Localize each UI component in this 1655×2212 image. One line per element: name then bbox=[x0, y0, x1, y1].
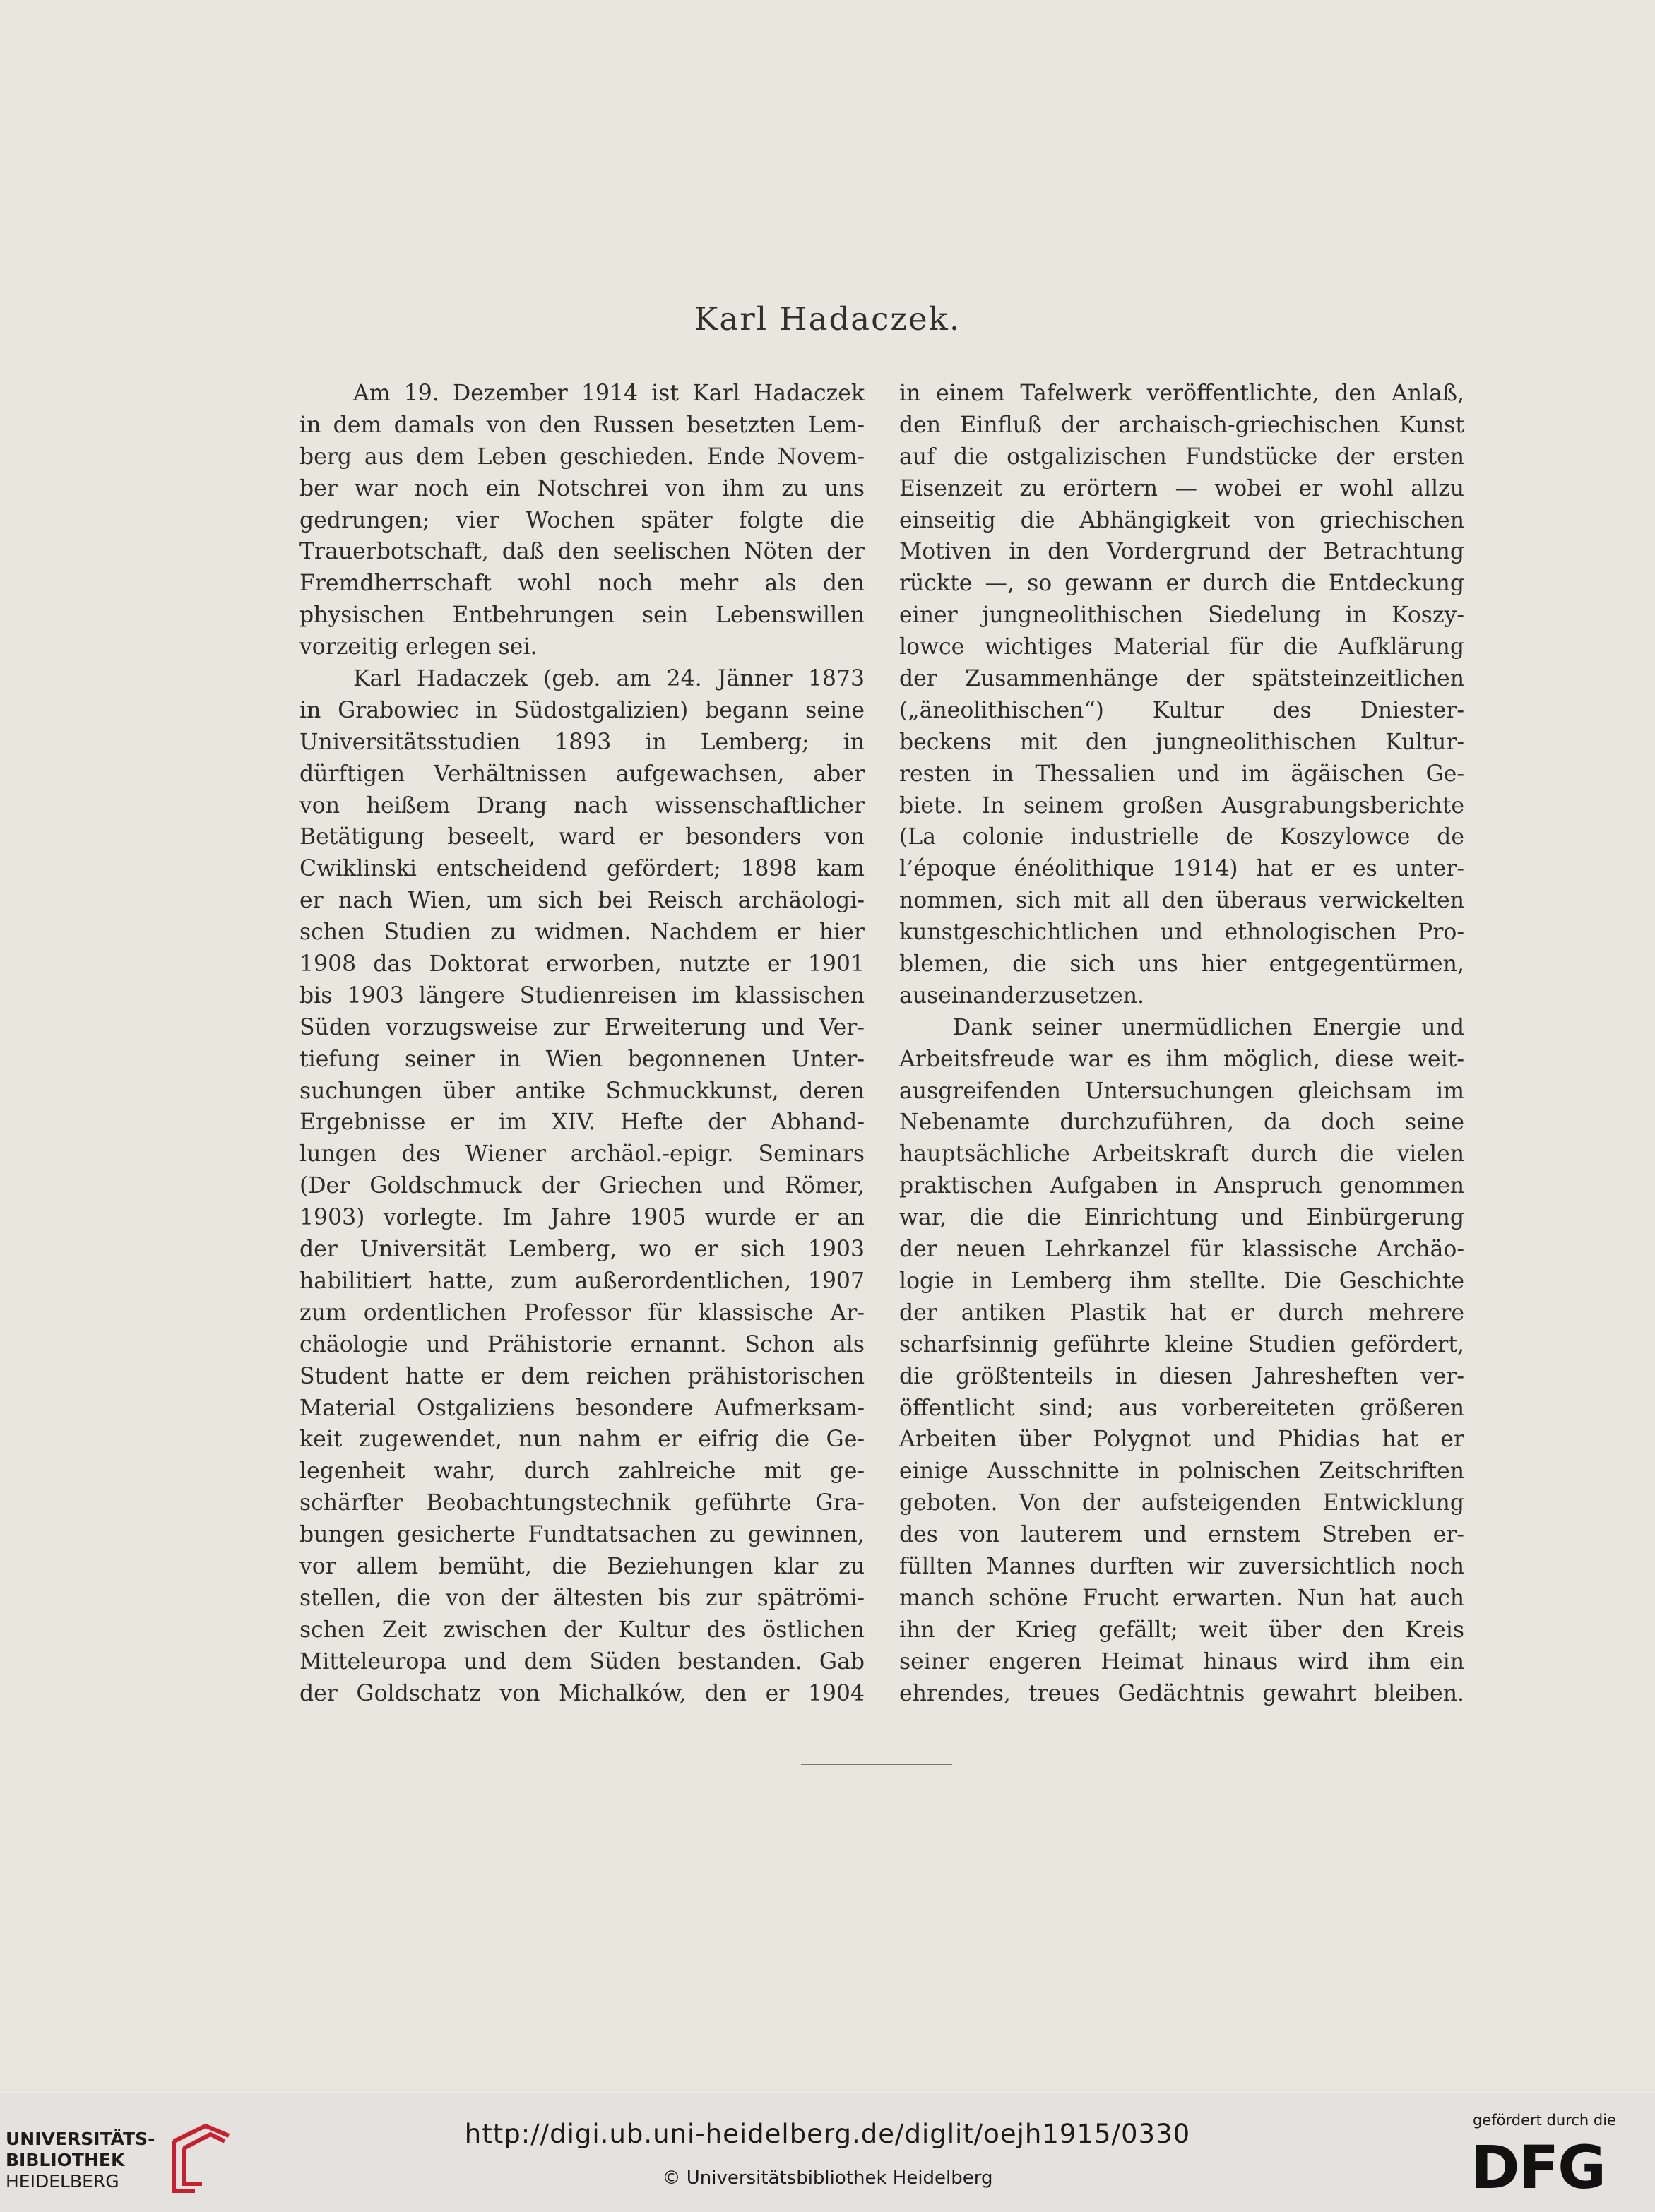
text-line: ehrendes, treues Gedächtnis gewahrt bleiben. bbox=[899, 1680, 1464, 1706]
text-line: von heißem Drang nach wissenschaftlicher bbox=[299, 792, 865, 819]
text-line: Dank seiner unermüdlichen Energie und bbox=[953, 1014, 1464, 1040]
text-line: Trauerbotschaft, daß den seelischen Nöten der bbox=[299, 539, 865, 565]
text-line: seiner engeren Heimat hinaus wird ihm ein bbox=[899, 1648, 1464, 1675]
text-line: rückte —, so gewann er durch die Entdeckung bbox=[899, 571, 1464, 597]
text-line: blemen, die sich uns hier entgegentürmen, bbox=[899, 951, 1464, 977]
text-line: manch schöne Frucht erwarten. Nun hat auch bbox=[899, 1585, 1464, 1611]
text-line: („äneolithischen“) Kultur des Dniester- bbox=[899, 697, 1464, 723]
text-line: auf die ostgalizischen Fundstücke der ersten bbox=[899, 444, 1464, 470]
text-line: schärfter Beobachtungstechnik geführte Gra- bbox=[299, 1490, 865, 1516]
text-line: des von lauterem und ernstem Streben er- bbox=[899, 1522, 1464, 1548]
text-line: den Einfluß der archaisch-griechischen Kunst bbox=[899, 412, 1464, 438]
text-line: lungen des Wiener archäol.-epigr. Seminars bbox=[299, 1141, 865, 1167]
funding-caption: gefördert durch die bbox=[1473, 2112, 1616, 2129]
text-line: der Goldschatz von Michalków, den er 1904 bbox=[299, 1680, 865, 1706]
text-line: war, die die Einrichtung und Einbürgerung bbox=[899, 1205, 1464, 1231]
text-line: (La colonie industrielle de Koszylowce de bbox=[899, 824, 1464, 850]
text-line: 1908 das Doktorat erworben, nutzte er 1901 bbox=[299, 951, 865, 977]
text-line: die größtenteils in diesen Jahresheften ver- bbox=[899, 1363, 1464, 1389]
text-line: schen Studien zu widmen. Nachdem er hier bbox=[299, 920, 865, 946]
text-line: Student hatte er dem reichen prähistorischen bbox=[299, 1363, 865, 1389]
text-line: in einem Tafelwerk veröffentlichte, den Anlaß, bbox=[899, 381, 1464, 406]
text-line: stellen, die von der ältesten bis zur spätrömi- bbox=[299, 1585, 865, 1611]
document-url-link[interactable]: http://digi.ub.uni-heidelberg.de/diglit/oejh1915/0330 bbox=[464, 2119, 1191, 2149]
text-line: vor allem bemüht, die Beziehungen klar zu bbox=[299, 1553, 865, 1579]
text-line: Fremdherrschaft wohl noch mehr als den bbox=[299, 571, 865, 597]
left-text-column bbox=[299, 378, 865, 1709]
text-line: Ergebnisse er im XIV. Hefte der Abhand- bbox=[299, 1110, 865, 1136]
text-line: Betätigung beseelt, ward er besonders von bbox=[299, 824, 865, 850]
text-line: Eisenzeit zu erörtern — wobei er wohl allzu bbox=[899, 475, 1464, 501]
text-line: hauptsächliche Arbeitskraft durch die vielen bbox=[899, 1141, 1464, 1167]
text-line: der Zusammenhänge der spätsteinzeitlichen bbox=[899, 666, 1464, 692]
text-line: suchungen über antike Schmuckkunst, deren bbox=[299, 1078, 865, 1104]
text-line: logie in Lemberg ihm stellte. Die Geschichte bbox=[899, 1268, 1464, 1294]
text-line: bungen gesicherte Fundtatsachen zu gewinnen, bbox=[299, 1522, 865, 1548]
text-line: Material Ostgaliziens besondere Aufmerksam- bbox=[299, 1395, 865, 1421]
text-line: bis 1903 längere Studienreisen im klassischen bbox=[299, 982, 865, 1009]
text-line: physischen Entbehrungen sein Lebenswillen bbox=[299, 602, 865, 629]
text-line: Motiven in den Vordergrund der Betrachtung bbox=[899, 539, 1464, 565]
text-line: füllten Mannes durften wir zuversichtlich noch bbox=[899, 1553, 1464, 1579]
text-line: Am 19. Dezember 1914 ist Karl Hadaczek bbox=[353, 381, 865, 406]
text-line: schen Zeit zwischen der Kultur des östlichen bbox=[299, 1617, 865, 1643]
text-line: Arbeitsfreude war es ihm möglich, diese weit- bbox=[899, 1046, 1464, 1072]
text-line: zum ordentlichen Professor für klassische Ar- bbox=[299, 1300, 865, 1326]
text-line: Cwiklinski entscheidend gefördert; 1898 kam bbox=[299, 856, 865, 882]
text-line: 1903) vorlegte. Im Jahre 1905 wurde er an bbox=[299, 1205, 865, 1231]
text-line: öffentlicht sind; aus vorbereiteten größeren bbox=[899, 1395, 1464, 1421]
text-line: geboten. Von der aufsteigenden Entwicklung bbox=[899, 1490, 1464, 1516]
text-line: legenheit wahr, durch zahlreiche mit ge- bbox=[299, 1458, 865, 1485]
text-line: auseinanderzusetzen. bbox=[899, 982, 1145, 1009]
text-line: Universitätsstudien 1893 in Lemberg; in bbox=[299, 729, 865, 755]
text-line: biete. In seinem großen Ausgrabungsberichte bbox=[899, 792, 1464, 819]
text-line: ausgreifenden Untersuchungen gleichsam im bbox=[899, 1078, 1464, 1104]
text-line: chäologie und Prähistorie ernannt. Schon als bbox=[299, 1331, 865, 1357]
text-line: Karl Hadaczek (geb. am 24. Jänner 1873 bbox=[353, 666, 865, 692]
article-title: Karl Hadaczek. bbox=[694, 300, 961, 338]
text-line: in dem damals von den Russen besetzten Lem- bbox=[299, 412, 865, 438]
text-line: der Universität Lemberg, wo er sich 1903 bbox=[299, 1237, 865, 1263]
text-line: lowce wichtiges Material für die Aufklärung bbox=[899, 634, 1464, 660]
text-line: einige Ausschnitte in polnischen Zeitschriften bbox=[899, 1458, 1464, 1485]
text-line: der antiken Plastik hat er durch mehrere bbox=[899, 1300, 1464, 1326]
text-line: berg aus dem Leben geschieden. Ende Novem- bbox=[299, 444, 865, 470]
text-line: kunstgeschichtlichen und ethnologischen Pro- bbox=[899, 920, 1464, 946]
text-line: Süden vorzugsweise zur Erweiterung und Ver- bbox=[299, 1014, 865, 1040]
text-line: einer jungneolithischen Siedelung in Koszy- bbox=[899, 602, 1464, 629]
copyright-notice: © Universitätsbibliothek Heidelberg bbox=[662, 2168, 993, 2189]
text-line: resten in Thessalien und im ägäischen Ge- bbox=[899, 761, 1464, 787]
text-line: gedrungen; vier Wochen später folgte die bbox=[299, 507, 865, 533]
text-line: (Der Goldschmuck der Griechen und Römer, bbox=[299, 1173, 865, 1199]
text-line: habilitiert hatte, zum außerordentlichen, 1907 bbox=[299, 1268, 865, 1294]
right-text-column bbox=[899, 378, 1464, 1709]
text-line: dürftigen Verhältnissen aufgewachsen, aber bbox=[299, 761, 865, 787]
dfg-logo[interactable]: DFG bbox=[1471, 2133, 1606, 2202]
text-line: nommen, sich mit all den überaus verwickelten bbox=[899, 888, 1464, 914]
text-line: in Grabowiec in Südostgalizien) begann seine bbox=[299, 697, 865, 723]
text-line: beckens mit den jungneolithischen Kultur- bbox=[899, 729, 1464, 755]
text-line: Arbeiten über Polygnot und Phidias hat er bbox=[899, 1427, 1464, 1453]
text-line: tiefung seiner in Wien begonnenen Unter- bbox=[299, 1046, 865, 1072]
text-line: ber war noch ein Notschrei von ihm zu uns bbox=[299, 475, 865, 501]
library-name-line3: HEIDELBERG bbox=[6, 2171, 119, 2192]
end-of-article-rule bbox=[801, 1764, 952, 1765]
library-name-line2: BIBLIOTHEK bbox=[6, 2150, 125, 2170]
text-line: keit zugewendet, nun nahm er eifrig die Ge- bbox=[299, 1427, 865, 1453]
text-line: der neuen Lehrkanzel für klassische Archäo- bbox=[899, 1237, 1464, 1263]
footer-bar bbox=[0, 2093, 1655, 2212]
text-line: Mitteleuropa und dem Süden bestanden. Gab bbox=[299, 1648, 865, 1675]
library-name-line1: UNIVERSITÄTS- bbox=[6, 2129, 155, 2149]
text-line: praktischen Aufgaben in Anspruch genommen bbox=[899, 1173, 1464, 1199]
text-line: einseitig die Abhängigkeit von griechischen bbox=[899, 507, 1464, 533]
text-line: l’époque énéolithique 1914) hat er es unter- bbox=[899, 856, 1464, 882]
text-line: ihn der Krieg gefällt; weit über den Kreis bbox=[899, 1617, 1464, 1643]
text-line: er nach Wien, um sich bei Reisch archäologi- bbox=[299, 888, 865, 914]
text-line: Nebenamte durchzuführen, da doch seine bbox=[899, 1110, 1464, 1136]
text-line: vorzeitig erlegen sei. bbox=[299, 634, 538, 660]
text-line: scharfsinnig geführte kleine Studien gefördert, bbox=[899, 1331, 1464, 1357]
